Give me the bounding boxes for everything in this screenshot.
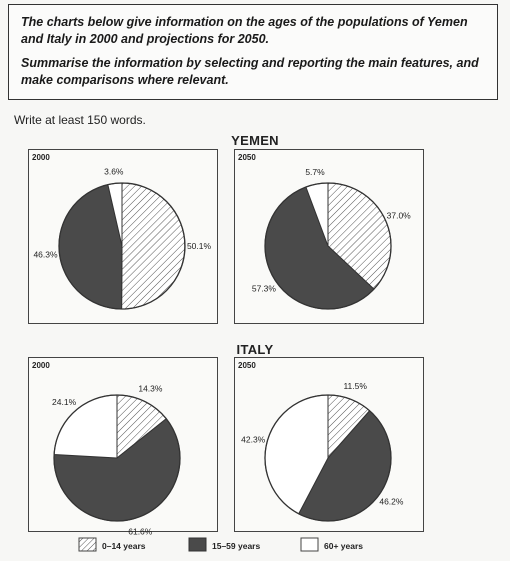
legend-swatch-white: [300, 537, 320, 553]
slice-label-60-years: 24.1%: [52, 397, 77, 407]
task-prompt-box: [8, 4, 498, 100]
pie-chart-yemen-2050: [235, 150, 423, 323]
pie-panel-yemen-2050: [234, 149, 424, 324]
slice-label-15-59-years: 57.3%: [251, 283, 276, 294]
word-count-instruction: Write at least 150 words.: [14, 113, 146, 127]
pie-panel-italy-2000: [28, 357, 218, 537]
slice-label-60-years: 3.6%: [104, 166, 124, 177]
chart-legend: [78, 537, 458, 557]
slice-label-15-59-years: 46.2%: [379, 496, 404, 507]
country-title-italy: ITALY: [236, 342, 274, 357]
country-title-yemen: YEMEN: [231, 133, 279, 148]
pie-panel-italy-2050: [234, 357, 424, 532]
legend-label-15-59: 15–59 years: [212, 541, 261, 551]
legend-swatch-hatched: [78, 537, 98, 553]
legend-swatch-dark: [188, 537, 208, 553]
task-instructions: Summarise the information by selecting and reporting the main features, and make comparisons where relevant.: [21, 56, 479, 87]
pie-chart-italy-2000: [29, 358, 217, 537]
year-label: 2050: [238, 361, 256, 370]
slice-label-60-years: 5.7%: [305, 167, 325, 178]
year-label: 2000: [32, 153, 50, 162]
legend-label-0-14: 0–14 years: [102, 541, 146, 551]
slice-label-0-14-years: 50.1%: [186, 241, 212, 252]
task-description: The charts below give information on the ages of the populations of Yemen and Italy in 2000 and projections for 2050.: [21, 15, 468, 46]
slice-label-15-59-years: 61.6%: [128, 526, 153, 537]
slice-label-0-14-years: 14.3%: [138, 383, 163, 394]
slice-label-15-59-years: 46.3%: [33, 249, 58, 260]
pie-chart-italy-2050: [235, 358, 423, 531]
slice-label-60-years: 42.3%: [241, 434, 266, 445]
slice-label-0-14-years: 37.0%: [386, 210, 411, 221]
pie-slice-0-14-years: [122, 183, 185, 309]
pie-chart-yemen-2000: [29, 150, 217, 323]
year-label: 2050: [238, 153, 256, 162]
year-label: 2000: [32, 361, 50, 370]
pie-panel-yemen-2000: [28, 149, 218, 324]
slice-label-0-14-years: 11.5%: [343, 381, 367, 391]
legend-label-60-plus: 60+ years: [324, 541, 363, 551]
